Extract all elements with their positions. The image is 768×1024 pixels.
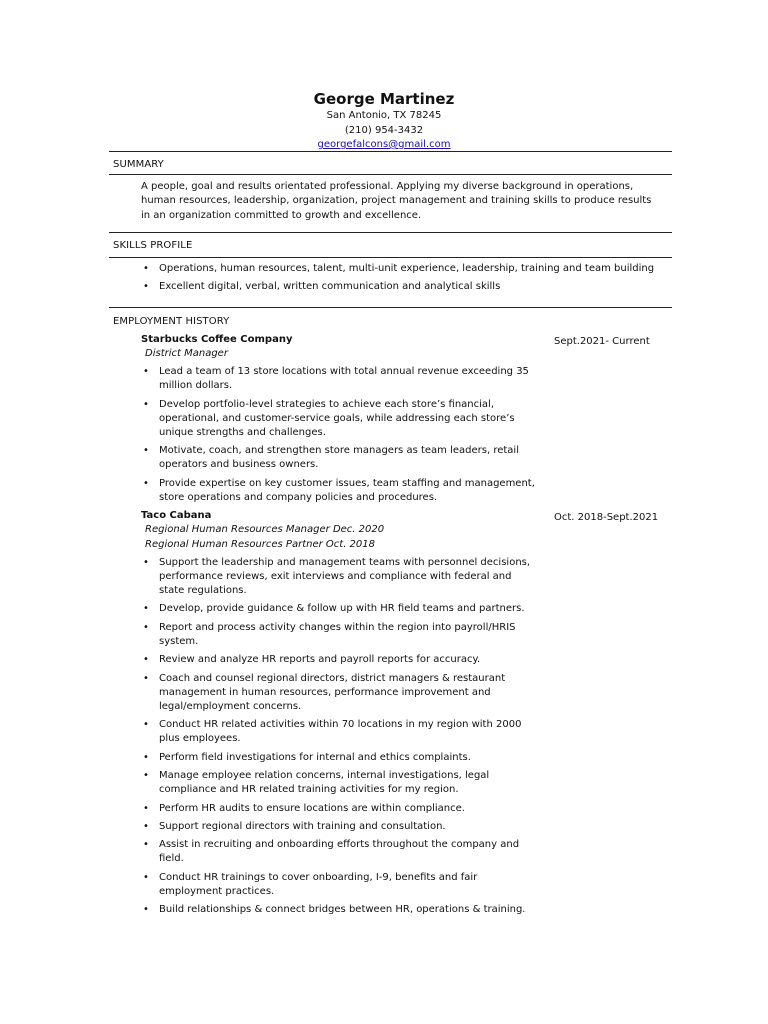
divider-rule bbox=[109, 232, 672, 233]
job-duties-list bbox=[141, 365, 536, 505]
job-duty-item: • Coach and counsel regional directors, district managers & restaurant management in human resources, performance improvement and legal/employment concerns. bbox=[141, 672, 536, 715]
skills-list bbox=[141, 262, 671, 299]
resume-header bbox=[0, 89, 768, 153]
employment-dates: Sept.2021- Current bbox=[554, 336, 650, 347]
job-duty-item: • Manage employee relation concerns, internal investigations, legal compliance and HR related training activities for my region. bbox=[141, 769, 536, 797]
employment-list bbox=[141, 333, 671, 921]
summary-text: A people, goal and results orientated professional. Applying my diverse background in operations, human resources, leadership, organization, project management and training skills to produce results in an organization committed to growth and excellence. bbox=[141, 181, 652, 221]
company-name: Starbucks Coffee Company bbox=[141, 334, 293, 345]
job-duty-item: • Perform HR audits to ensure locations are within compliance. bbox=[141, 802, 536, 816]
divider-rule bbox=[109, 257, 672, 258]
job-duty-item: • Report and process activity changes within the region into payroll/HRIS system. bbox=[141, 621, 536, 649]
job-duty-item: • Review and analyze HR reports and payroll reports for accuracy. bbox=[141, 653, 536, 667]
job-duties-list bbox=[141, 556, 536, 918]
job-duty-item: • Support the leadership and management teams with personnel decisions, performance reviews, exit interviews and compliance with federal and state regulations. bbox=[141, 556, 536, 599]
company-name: Taco Cabana bbox=[141, 510, 212, 522]
divider-rule bbox=[109, 151, 672, 152]
job-duty-item: • Provide expertise on key customer issues, team staffing and management, store operations and company policies and procedures. bbox=[141, 477, 536, 505]
skills-heading: SKILLS PROFILE bbox=[113, 240, 193, 251]
employment-dates: Oct. 2018-Sept.2021 bbox=[554, 512, 659, 524]
applicant-email-link[interactable]: georgefalcons@gmail.com bbox=[317, 139, 451, 150]
job-title: Regional Human Resources Manager Dec. 2020 bbox=[145, 524, 385, 536]
job-duty-item: • Support regional directors with training and consultation. bbox=[141, 820, 536, 834]
job-duty-item: • Build relationships & connect bridges between HR, operations & training. bbox=[141, 903, 536, 917]
job-entry bbox=[141, 333, 671, 505]
applicant-name: George Martinez bbox=[313, 90, 455, 108]
job-entry bbox=[141, 509, 671, 917]
job-duty-item: • Perform field investigations for internal and ethics complaints. bbox=[141, 751, 536, 765]
job-title: Regional Human Resources Partner Oct. 2018 bbox=[145, 538, 375, 550]
job-duty-item: • Assist in recruiting and onboarding efforts throughout the company and field. bbox=[141, 838, 536, 866]
job-duty-item: • Develop portfolio-level strategies to achieve each store’s financial, operational, and customer-service goals, while addressing each store’s unique strengths and challenges. bbox=[141, 398, 536, 441]
job-heading-row bbox=[141, 333, 671, 347]
applicant-phone: (210) 954-3432 bbox=[344, 124, 424, 136]
job-duty-item: • Develop, provide guidance & follow up with HR field teams and partners. bbox=[141, 602, 536, 616]
skill-item: • Operations, human resources, talent, multi-unit experience, leadership, training and team building bbox=[141, 262, 671, 276]
job-heading-row bbox=[141, 509, 671, 523]
job-title: District Manager bbox=[145, 348, 228, 359]
applicant-location: San Antonio, TX 78245 bbox=[326, 110, 442, 121]
divider-rule bbox=[109, 174, 672, 175]
job-duty-item: • Conduct HR trainings to cover onboarding, I-9, benefits and fair employment practices. bbox=[141, 871, 536, 899]
job-duty-item: • Lead a team of 13 store locations with total annual revenue exceeding 35 million dollars. bbox=[141, 365, 536, 393]
skill-item: • Excellent digital, verbal, written communication and analytical skills bbox=[141, 280, 671, 294]
job-duty-item: • Motivate, coach, and strengthen store managers as team leaders, retail operators and business owners. bbox=[141, 444, 536, 472]
summary-heading: SUMMARY bbox=[113, 159, 164, 170]
job-duty-item: • Conduct HR related activities within 70 locations in my region with 2000 plus employees. bbox=[141, 718, 536, 746]
employment-heading: EMPLOYMENT HISTORY bbox=[113, 316, 230, 327]
divider-rule bbox=[109, 307, 672, 308]
